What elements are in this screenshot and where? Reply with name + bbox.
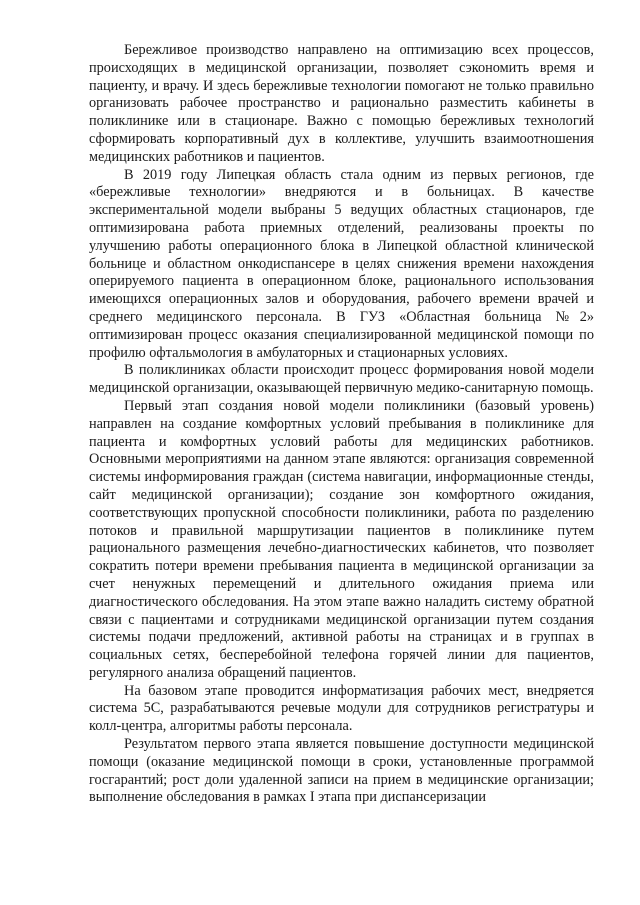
- paragraph-new-model: В поликлиниках области происходит процесс формирования новой модели медицинской организации, оказывающей первичную медико-санитарную помощь.: [89, 362, 594, 397]
- paragraph-informatization: На базовом этапе проводится информатизация рабочих мест, внедряется система 5С, разрабатываются речевые модули для сотрудников регистратуры и колл-центра, алгоритмы работы персонала.: [89, 682, 594, 735]
- paragraph-lean-production: Бережливое производство направлено на оптимизацию всех процессов, происходящих в медицинской организации, позволяет сэкономить время и пациенту, и врачу. И здесь бережливые технологии помогают не только правильно организовать рабочее пространство и рационально разместить кабинеты в поликлинике или в стационаре. Важно с помощью бережливых технологий сформировать корпоративный дух в коллективе, улучшить взаимоотношения медицинских работников и пациентов.: [89, 42, 594, 165]
- document-page: [89, 42, 594, 807]
- paragraph-first-stage: Первый этап создания новой модели поликлиники (базовый уровень) направлен на создание комфортных условий пребывания в поликлинике для пациента и комфортных условий работы для медицинских работников. Основными мероприятиями на данном этапе являются: организация современной системы информирования граждан (система навигации, информационные стенды, сайт медицинской организации); создание зон комфортного ожидания, соответствующих пропускной способности поликлиники, работа по разделению потоков и правильной маршрутизации пациентов в поликлинике путем рационального размещения лечебно-диагностических кабинетов, что позволяет сократить потери времени пребывания пациента в медицинской организации за счет ненужных перемещений и длительного ожидания приема или диагностического обследования. На этом этапе важно наладить систему обратной связи с пациентами и сотрудниками медицинской организации путем создания системы подачи предложений, активной работы на страницах и в группах в социальных сетях, бесперебойной телефона горячей линии для пациентов, регулярного анализа обращений пациентов.: [89, 397, 594, 681]
- paragraph-first-stage-result: Результатом первого этапа является повышение доступности медицинской помощи (оказание медицинской помощи в сроки, установленные программой госгарантий; рост доли удаленной записи на прием в медицинские организации; выполнение обследования в рамках I этапа при диспансеризации: [89, 736, 594, 806]
- paragraph-lipetsk-2019: В 2019 году Липецкая область стала одним из первых регионов, где «бережливые технологии» внедряются и в больницах. В качестве экспериментальной модели выбраны 5 ведущих областных стационаров, где оптимизирована работа приемных отделений, реализованы проекты по улучшению работы операционного блока в Липецкой областной клинической больнице и областном онкодиспансере в целях снижения времени нахождения оперируемого пациента в операционном блоке, рационального использования имеющихся операционных залов и оборудования, рабочего времени врачей и среднего медицинского персонала. В ГУЗ «Областная больница №2» оптимизирован процесс оказания специализированной медицинской помощи по профилю офтальмология в амбулаторных и стационарных условиях.: [89, 166, 594, 361]
